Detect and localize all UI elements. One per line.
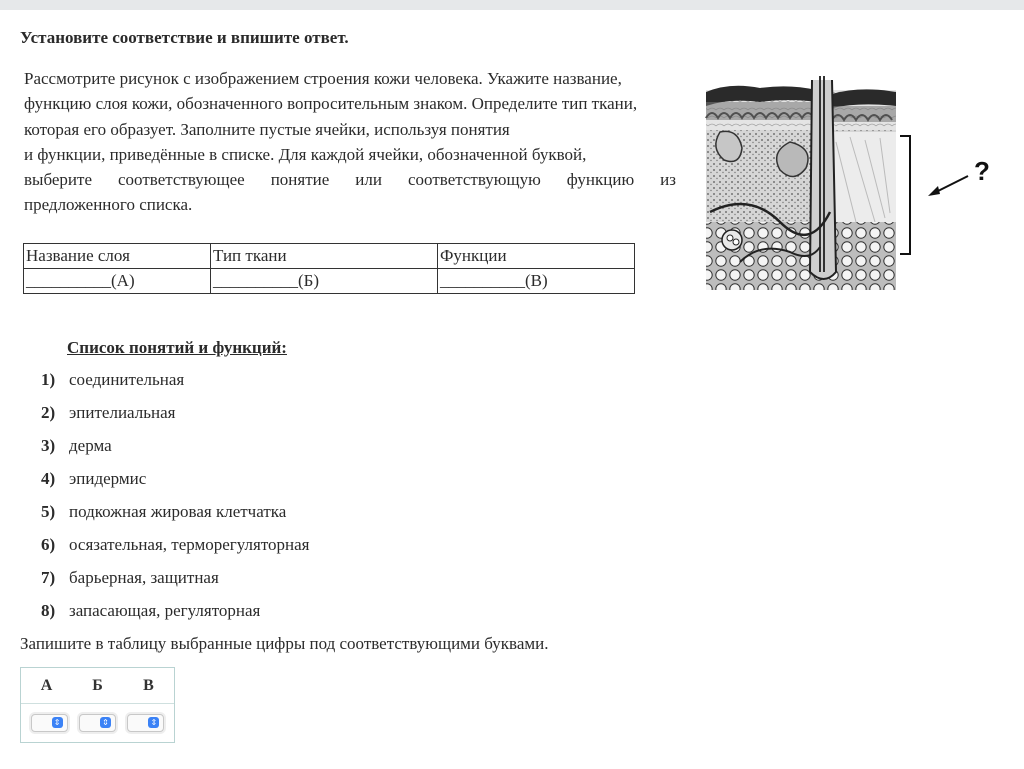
list-item xyxy=(41,469,310,502)
list-item xyxy=(41,436,310,469)
updown-chevron-icon: ⇕ xyxy=(100,717,111,728)
list-item-text: соединительная xyxy=(69,370,185,389)
answer-select-a[interactable] xyxy=(31,714,68,732)
list-item xyxy=(41,502,310,535)
list-item-text: дерма xyxy=(69,436,112,455)
updown-chevron-icon: ⇕ xyxy=(52,717,63,728)
concept-list xyxy=(41,370,310,634)
fill-table-cell: __________(Б) xyxy=(211,269,438,294)
list-item-text: барьерная, защитная xyxy=(69,568,219,587)
list-item xyxy=(41,370,310,403)
list-item-number: 8) xyxy=(41,601,56,620)
fill-table-header: Функции xyxy=(438,244,635,269)
list-item xyxy=(41,403,310,436)
list-item-number: 5) xyxy=(41,502,56,521)
top-bar xyxy=(0,0,1024,10)
list-item-text: эпидермис xyxy=(69,469,147,488)
list-item-number: 4) xyxy=(41,469,56,488)
list-item xyxy=(41,601,310,634)
answer-header-v: В xyxy=(143,677,154,694)
list-item-text: эпителиальная xyxy=(69,403,176,422)
skin-diagram-image xyxy=(700,72,1000,297)
answer-header-a: А xyxy=(40,677,53,694)
answer-select-b[interactable] xyxy=(79,714,116,732)
answer-select-v[interactable] xyxy=(127,714,164,732)
question-mark-label: ? xyxy=(974,156,990,186)
fill-table-header: Тип ткани xyxy=(211,244,438,269)
task-line: Рассмотрите рисунок с изображением строения кожи человека. Укажите название, xyxy=(24,69,622,88)
task-line: функцию слоя кожи, обозначенного вопросительным знаком. Определите тип ткани, xyxy=(24,94,638,114)
fill-table-header: Название слоя xyxy=(24,244,211,269)
task-heading: Установите соответствие и впишите ответ. xyxy=(20,28,349,47)
fill-table xyxy=(23,243,635,294)
task-line: и функции, приведённые в списке. Для каждой ячейки, обозначенной буквой, xyxy=(24,144,587,164)
list-item-number: 3) xyxy=(41,436,56,455)
updown-chevron-icon: ⇕ xyxy=(148,717,159,728)
task-line: предложенного списка. xyxy=(24,195,193,215)
list-title: Список понятий и функций: xyxy=(67,338,287,357)
fill-table-cell: __________(А) xyxy=(24,269,211,294)
task-line: которая его образует. Заполните пустые ячейки, используя понятия xyxy=(24,119,510,139)
list-item-text: осязательная, терморегуляторная xyxy=(69,535,310,554)
task-text xyxy=(24,66,676,218)
answer-header-b: Б xyxy=(92,677,103,694)
list-item-number: 7) xyxy=(41,568,56,587)
answer-instruction: Запишите в таблицу выбранные цифры под соответствующими буквами. xyxy=(20,634,549,653)
list-item-text: запасающая, регуляторная xyxy=(69,601,261,620)
task-line: выберите соответствующее понятие или соответствующую функцию из xyxy=(24,170,676,190)
fill-table-cell: __________(В) xyxy=(438,269,635,294)
list-item xyxy=(41,535,310,568)
list-item-number: 1) xyxy=(41,370,56,389)
list-item-text: подкожная жировая клетчатка xyxy=(69,502,287,521)
list-item-number: 2) xyxy=(41,403,56,422)
answer-table xyxy=(20,667,175,743)
skin-structure-figure xyxy=(700,72,1000,302)
list-item-number: 6) xyxy=(41,535,56,554)
list-item xyxy=(41,568,310,601)
